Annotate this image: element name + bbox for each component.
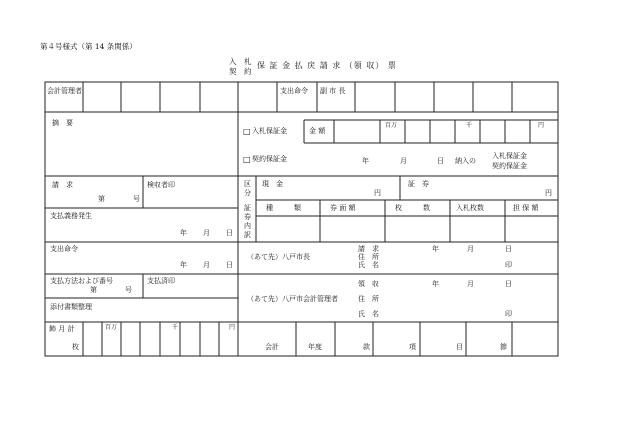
receipt-address-label: 住 所 — [358, 295, 379, 303]
request-address-label: 住 所 — [358, 253, 379, 261]
recipient-accountant: （あて先）八戸市会計管理者 — [247, 295, 338, 303]
bottom-thousand: 千 — [172, 324, 179, 331]
summary-year: 年 — [362, 157, 369, 165]
disbursement-label: 支出命令 — [50, 245, 78, 253]
amount-label: 金 額 — [309, 127, 326, 135]
sheets-label: 枚 — [72, 343, 79, 351]
cash-label: 現 金 — [262, 180, 283, 188]
receipt-year: 年 — [432, 280, 439, 288]
contract-guarantee-label: 契約保証金 — [252, 155, 287, 163]
form-number: 第４号様式（第 14 条関係） — [40, 42, 137, 51]
summary-day: 日 — [437, 157, 444, 165]
obligation-year: 年 — [180, 229, 187, 237]
claim-number: 第 号 — [98, 195, 140, 203]
request-year: 年 — [432, 245, 439, 253]
obligation-month: 月 — [203, 229, 210, 237]
securities-label: 証 券 — [408, 180, 429, 188]
summary-label: 摘 要 — [52, 119, 73, 127]
clause-label: 節 — [500, 343, 507, 351]
title-stack-top: 入 札 — [229, 57, 252, 66]
summary-month: 月 — [400, 157, 407, 165]
paid-label: 納入の — [455, 157, 476, 165]
request-name-label: 氏 名 — [358, 261, 379, 269]
subitem-label: 目 — [456, 343, 463, 351]
securities-yen: 円 — [545, 189, 552, 197]
request-month: 月 — [467, 245, 474, 253]
payment-obligation-label: 支払義務発生 — [50, 212, 92, 220]
disbursement-order-label: 支出命令 — [280, 87, 308, 95]
disbursement-day: 日 — [226, 261, 233, 269]
item-label: 項 — [409, 343, 416, 351]
details-label-3: 内 — [244, 222, 251, 230]
accountant-label: 会計管理者 — [47, 87, 82, 95]
disbursement-year: 年 — [180, 261, 187, 269]
form-title: 保 証 金 払 戻 請 求 （領 収） 票 — [257, 61, 397, 70]
obligation-day: 日 — [226, 229, 233, 237]
cash-yen: 円 — [374, 189, 381, 197]
bottom-million: 百万 — [105, 324, 118, 331]
receipt-seal: 印 — [505, 310, 512, 318]
section-label: 款 — [363, 343, 370, 351]
payment-method-label: 支払方法および番号 — [50, 277, 113, 285]
classification-label-1: 区 — [244, 180, 251, 188]
receipt-day: 日 — [505, 280, 512, 288]
request-label: 請 求 — [358, 245, 379, 253]
note-bid-guarantee: 入札保証金 — [492, 152, 527, 160]
payment-seal-label: 支払済印 — [147, 277, 175, 285]
receiver-seal-label: 検収者印 — [147, 181, 175, 189]
details-label-1: 証 — [244, 204, 251, 212]
recipient-mayor: （あて先）八戸市長 — [247, 253, 310, 261]
col-bid-count: 入札枚数 — [456, 204, 484, 212]
million-unit: 百万 — [385, 122, 398, 129]
payment-method-number: 第 号 — [90, 286, 132, 294]
bid-guarantee-label: 入札保証金 — [252, 127, 287, 135]
classification-label-2: 分 — [244, 189, 251, 197]
details-label-2: 券 — [244, 213, 251, 221]
fiscal-year-label: 年度 — [308, 343, 322, 351]
request-day: 日 — [505, 245, 512, 253]
vice-mayor-label: 副 市 長 — [320, 87, 346, 95]
request-seal: 印 — [505, 261, 512, 269]
title-stack-bottom: 契 約 — [229, 67, 252, 76]
col-type: 種 類 — [266, 204, 301, 212]
col-count: 枚 数 — [395, 204, 430, 212]
receipt-label: 領 収 — [358, 280, 379, 288]
col-security-amount: 担 保 額 — [513, 204, 539, 212]
bid-guarantee-checkbox[interactable]: □ — [243, 127, 251, 136]
account-label: 会計 — [265, 343, 279, 351]
receipt-name-label: 氏 名 — [358, 310, 379, 318]
contract-guarantee-checkbox[interactable]: □ — [243, 155, 251, 164]
yen-unit: 円 — [538, 122, 545, 129]
col-face-value: 券 面 額 — [330, 204, 356, 212]
bottom-yen: 円 — [229, 324, 236, 331]
thousand-unit: 千 — [466, 122, 473, 129]
monthly-total-label: 飾 月 計 — [49, 325, 75, 333]
note-contract-guarantee: 契約保証金 — [492, 162, 527, 170]
details-label-4: 訳 — [244, 231, 251, 239]
receipt-month: 月 — [467, 280, 474, 288]
attached-docs-label: 添付書類整理 — [50, 303, 92, 311]
disbursement-month: 月 — [203, 261, 210, 269]
claim-label: 請 求 — [52, 181, 73, 189]
